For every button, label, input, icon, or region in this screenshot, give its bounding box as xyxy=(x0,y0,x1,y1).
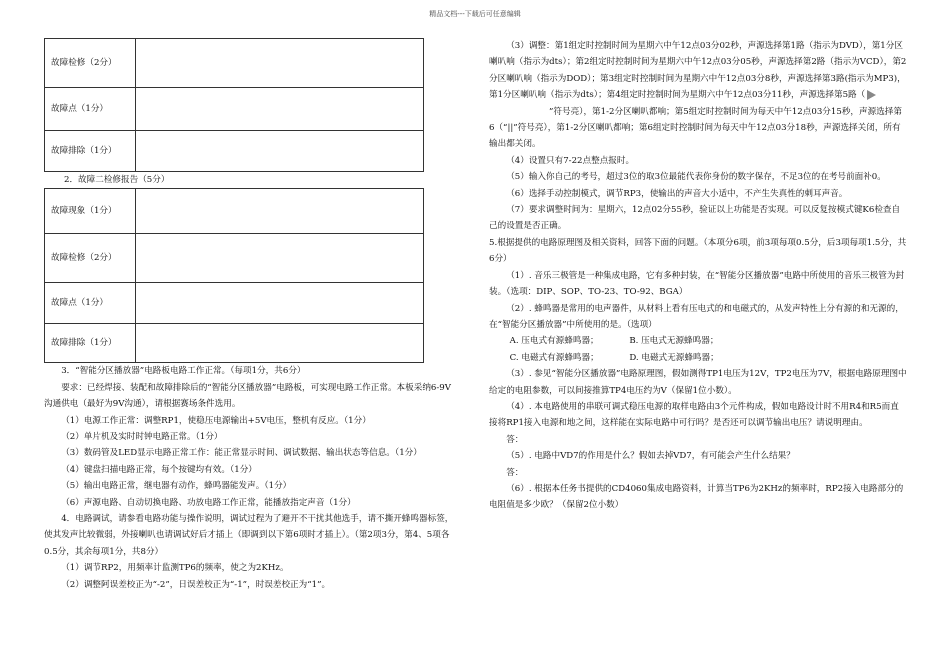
table-answer-cell xyxy=(136,324,424,363)
table-answer-cell xyxy=(136,88,424,131)
question-item: （6）. 根据本任务书提供的CD4060集成电路资料，计算当TP6为2KHz的频率时，RP2接入电路部分的电阻值是多少欧？（保留2位小数） xyxy=(489,483,904,511)
play-icon xyxy=(867,90,876,100)
question-item: （3）. 参见“智能分区播放器”电路原理图，假如测得TP1电压为12V，TP2电压为7V，根据电路原理图中给定的电阻参数，可以间接推算TP4电压约为V（保留1位小数）。 xyxy=(489,369,907,396)
section4-title: 4．电路调试，请参看电路功能与操作说明，调试过程为了避开不干扰其他选手，请不撕开蜂鸣器标签，使其发声比较微弱，外接喇叭也请调试好后才插上（即调到以下第6项时才插上）。（第2项3分，第4、5项各0.5分，其余每项1分，共8分） xyxy=(44,514,454,557)
check-item: （2）单片机及实时时钟电路正常。（1分） xyxy=(61,432,223,443)
table-row xyxy=(45,39,424,88)
table-label: 故障检修（2分） xyxy=(45,234,136,283)
question-item: （4）. 本电路使用的串联可调式稳压电源的取样电路由3个元件构成，假如电路设计时不用R4和R5而直接将RP1接入电源和地之间，这样能在实际电路中可行吗？是否还可以调节输出电压？请说明理由。 xyxy=(489,401,899,429)
page-header: 精品文档---下载后可任意编辑 xyxy=(429,10,521,18)
fault2-report-table xyxy=(44,188,424,363)
table-row xyxy=(45,234,424,283)
table-label: 故障排除（1分） xyxy=(45,324,136,363)
option-b: B. 压电式无源蜂鸣器； xyxy=(629,336,719,347)
table-label: 故障点（1分） xyxy=(45,88,136,131)
table-label: 故障检修（2分） xyxy=(45,39,136,88)
left-column xyxy=(44,38,454,593)
debug-item: （2）调整阿误差校正为“-2”，日误差校正为“-1”，时误差校正为“1”。 xyxy=(61,579,331,590)
debug-item: （5）输入你自己的考号，超过3位的取3位最能代表你身份的数字保存，不足3位的在考号前面补0。 xyxy=(506,172,886,183)
table-row xyxy=(45,189,424,234)
debug-item: （6）选择手动控制模式，调节RP3，使输出的声音大小适中，不产生失真性的刺耳声音。 xyxy=(506,188,848,199)
option-a: A. 压电式有源蜂鸣器； xyxy=(509,336,599,347)
table-answer-cell xyxy=(136,283,424,324)
right-column xyxy=(489,38,907,514)
answer-label: 答： xyxy=(506,434,524,445)
table-answer-cell xyxy=(136,131,424,172)
debug-item: （7）要求调整时间为：星期六，12点02分55秒，验证以上功能是否实现。可以反复按模式键K6检查自己的设置是否正确。 xyxy=(489,205,901,232)
table-answer-cell xyxy=(136,189,424,234)
table-row xyxy=(45,283,424,324)
debug-item: （4）设置只有7-22点整点报时。 xyxy=(506,155,635,166)
section5-title: 5.根据提供的电路原理图及相关资料，回答下面的问题。（本项分6项，前3项每项0.5分，后3项每项1.5分，共6分） xyxy=(489,237,907,265)
check-item: （3）数码管及LED显示电路正常工作：能正常显示时间、调试数据、输出状态等信息。（1分） xyxy=(61,448,422,459)
report2-title: 2．故障二检修报告（5分） xyxy=(64,175,170,185)
fault1-report-table xyxy=(44,38,424,172)
table-answer-cell xyxy=(136,234,424,283)
table-answer-cell xyxy=(136,39,424,88)
debug-item-3-text-a: （3）调整：第1组定时控制时间为星期六中午12点03分02秒，声源选择第1路（指示为DVD），第1分区喇叭响（指示为dts）；第2组定时控制时间为星期六中午12点03分05秒，声源选择第2路（指示为VCD），第2分区喇叭响（指示为DOD）；第3组定时控制时间为星期六中午12点03分8秒，声源选择第3路(指示为MP3)，第1分区喇叭响（指示为dts）；第4组定时控制时间为星期六中午12点03分11秒，声源选择第5路（ xyxy=(489,41,907,101)
option-d: D. 电磁式无源蜂鸣器； xyxy=(629,352,719,363)
check-item: （5）输出电路正常，继电器有动作，蜂鸣器能发声。（1分） xyxy=(61,481,292,492)
table-label: 故障现象（1分） xyxy=(45,189,136,234)
section3-title: 3．“智能分区播放器”电路板电路工作正常。（每项1分，共6分） xyxy=(61,366,306,377)
table-row xyxy=(45,88,424,131)
check-item: （6）声源电路、自动切换电路、功放电路工作正常，能播放指定声音（1分） xyxy=(61,497,356,508)
check-item: （1）电源工作正常：调整RP1，使稳压电源输出+5V电压，整机有反应。（1分） xyxy=(61,415,371,426)
question-item: （5）. 电路中VD7的作用是什么？假如去掉VD7，有可能会产生什么结果？ xyxy=(506,451,795,462)
table-row xyxy=(45,131,424,172)
table-label: 故障排除（1分） xyxy=(45,131,136,172)
answer-label: 答： xyxy=(506,467,524,478)
debug-item-3-text-b: ”符号亮），第1-2分区喇叭都响；第5组定时控制时间为每天中午12点03分15秒，声源选择第6（“||”符号亮），第1-2分区喇叭都响；第6组定时控制时间为每天中午12点03分18秒，声源选择关闭，所有输出都关闭。 xyxy=(489,106,902,150)
option-row xyxy=(489,333,907,349)
table-label: 故障点（1分） xyxy=(45,283,136,324)
debug-item: （1）调节RP2，用频率计监测TP6的频率，使之为2KHz。 xyxy=(61,563,289,574)
option-c: C. 电磁式有源蜂鸣器； xyxy=(509,352,599,363)
table-row xyxy=(45,324,424,363)
check-item: （4）键盘扫描电路正常，每个按键均有效。（1分） xyxy=(61,464,257,475)
question-item: （2）. 蜂鸣器是常用的电声器件，从材料上看有压电式的和电磁式的，从发声特性上分有源的和无源的，在“智能分区播放器”中所使用的是。（选项） xyxy=(489,303,904,330)
question-item: （1）. 音乐三极管是一种集成电路，它有多种封装，在“智能分区播放器”电路中所使用的音乐三极管为封装。（选项：DIP、SOP、TO-23、TO-92、BGA） xyxy=(489,270,905,298)
option-row xyxy=(489,350,907,366)
debug-item-3 xyxy=(489,38,907,153)
requirement-text: 要求：已经焊接、装配和故障排除后的“智能分区播放器”电路板，可实现电路工作正常。本板采纳6-9V沟通供电（最好为9V沟通），请根据赛场条件选用。 xyxy=(44,382,451,410)
